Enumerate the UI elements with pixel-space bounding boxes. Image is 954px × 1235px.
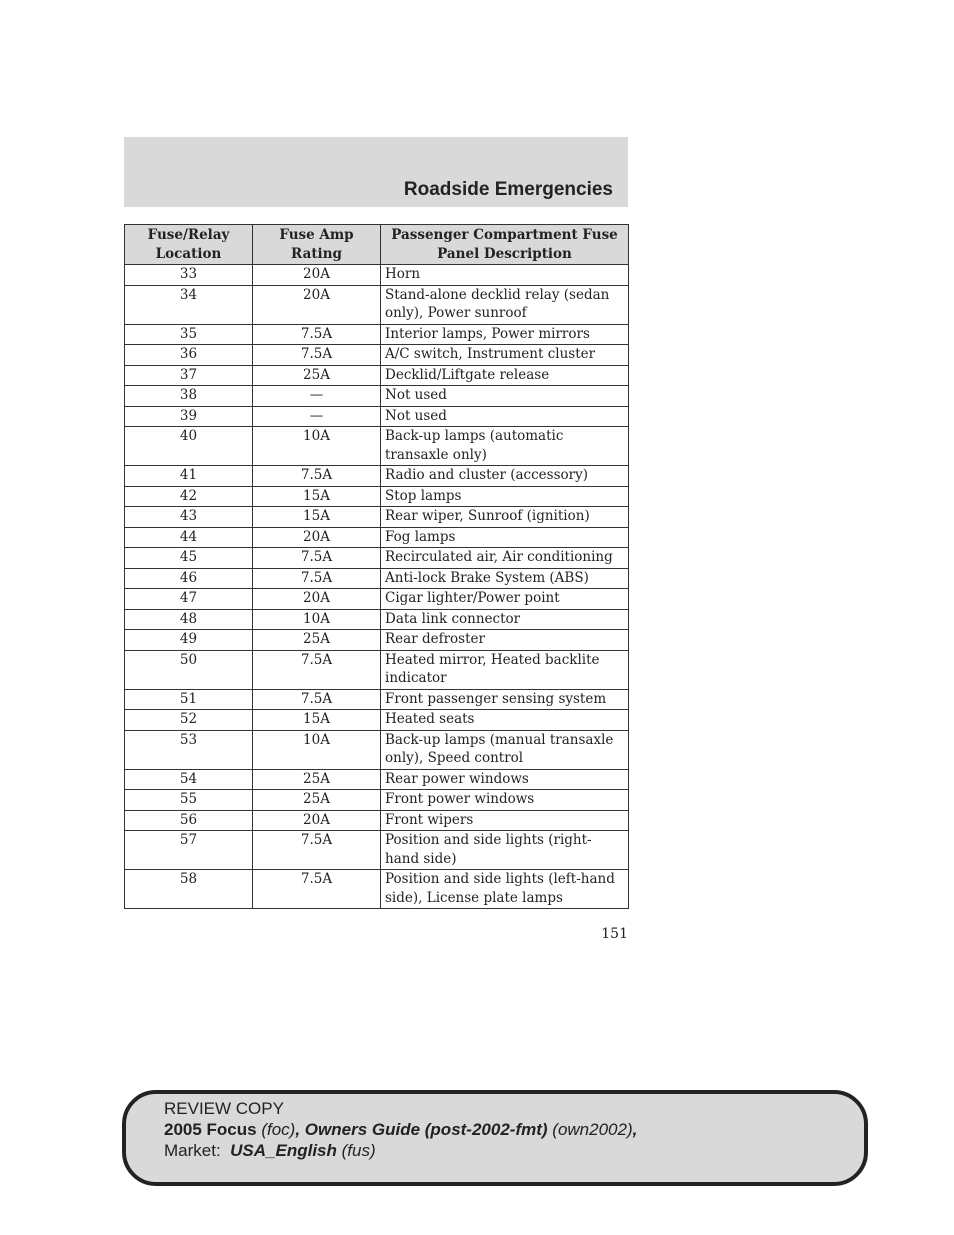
fuse-amp-cell: 25A — [253, 769, 381, 790]
fuse-amp-cell: — — [253, 406, 381, 427]
table-row — [125, 345, 629, 366]
table-row — [125, 486, 629, 507]
fuse-location-cell: 44 — [125, 527, 253, 548]
table-row — [125, 689, 629, 710]
table-row — [125, 386, 629, 407]
fuse-amp-cell: 7.5A — [253, 689, 381, 710]
fuse-description-cell: Interior lamps, Power mirrors — [381, 324, 629, 345]
fuse-description-cell: Back-up lamps (manual transaxle only), Speed control — [381, 730, 629, 769]
fuse-amp-cell: 20A — [253, 265, 381, 286]
fuse-amp-cell: 7.5A — [253, 650, 381, 689]
fuse-location-cell: 58 — [125, 870, 253, 909]
table-row — [125, 406, 629, 427]
review-copy-box — [122, 1090, 868, 1186]
fuse-amp-cell: 7.5A — [253, 324, 381, 345]
fuse-description-cell: Horn — [381, 265, 629, 286]
fuse-description-cell: Fog lamps — [381, 527, 629, 548]
fuse-description-cell: Rear defroster — [381, 630, 629, 651]
fuse-location-cell: 37 — [125, 365, 253, 386]
table-row — [125, 527, 629, 548]
table-row — [125, 265, 629, 286]
fuse-description-cell: Not used — [381, 406, 629, 427]
fuse-amp-cell: 10A — [253, 427, 381, 466]
table-row — [125, 730, 629, 769]
fuse-description-cell: Data link connector — [381, 609, 629, 630]
fuse-location-cell: 45 — [125, 548, 253, 569]
fuse-location-cell: 56 — [125, 810, 253, 831]
fuse-description-cell: Not used — [381, 386, 629, 407]
fuse-description-cell: A/C switch, Instrument cluster — [381, 345, 629, 366]
table-row — [125, 285, 629, 324]
fuse-location-cell: 42 — [125, 486, 253, 507]
fuse-description-cell: Back-up lamps (automatic transaxle only) — [381, 427, 629, 466]
table-row — [125, 365, 629, 386]
table-row — [125, 710, 629, 731]
fuse-location-cell: 38 — [125, 386, 253, 407]
section-title: Roadside Emergencies — [403, 179, 613, 200]
review-copy-text — [164, 1098, 637, 1161]
market-name: USA_English — [230, 1141, 337, 1160]
fuse-location-cell: 49 — [125, 630, 253, 651]
fuse-location-cell: 33 — [125, 265, 253, 286]
guide-code: (own2002) — [552, 1120, 633, 1139]
market-label: Market: — [164, 1141, 221, 1160]
fuse-description-cell: Stand-alone decklid relay (sedan only), Power sunroof — [381, 285, 629, 324]
fuse-amp-cell: 10A — [253, 730, 381, 769]
table-row — [125, 790, 629, 811]
table-row — [125, 568, 629, 589]
fuse-amp-cell: 20A — [253, 527, 381, 548]
fuse-amp-cell: 7.5A — [253, 345, 381, 366]
fuse-location-cell: 52 — [125, 710, 253, 731]
fuse-amp-cell: 25A — [253, 365, 381, 386]
page-number: 151 — [601, 926, 628, 942]
section-header — [124, 137, 628, 207]
fuse-location-cell: 41 — [125, 466, 253, 487]
fuse-location-cell: 34 — [125, 285, 253, 324]
fuse-description-cell: Radio and cluster (accessory) — [381, 466, 629, 487]
table-row — [125, 466, 629, 487]
table-body — [125, 265, 629, 909]
guide-name: , Owners Guide (post-2002-fmt) — [295, 1120, 548, 1139]
fuse-amp-cell: — — [253, 386, 381, 407]
fuse-description-cell: Recirculated air, Air conditioning — [381, 548, 629, 569]
fuse-location-cell: 35 — [125, 324, 253, 345]
model-name: 2005 Focus — [164, 1120, 257, 1139]
fuse-amp-cell: 7.5A — [253, 870, 381, 909]
table-row — [125, 810, 629, 831]
table-row — [125, 589, 629, 610]
fuse-description-cell: Position and side lights (left-hand side), License plate lamps — [381, 870, 629, 909]
fuse-amp-cell: 7.5A — [253, 831, 381, 870]
review-copy-label: REVIEW COPY — [164, 1099, 284, 1118]
fuse-description-cell: Heated seats — [381, 710, 629, 731]
table-row — [125, 507, 629, 528]
fuse-amp-cell: 7.5A — [253, 548, 381, 569]
fuse-location-cell: 36 — [125, 345, 253, 366]
fuse-amp-cell: 7.5A — [253, 568, 381, 589]
fuse-description-cell: Stop lamps — [381, 486, 629, 507]
fuse-description-cell: Cigar lighter/Power point — [381, 589, 629, 610]
table-row — [125, 324, 629, 345]
table-row — [125, 548, 629, 569]
table-header-row — [125, 225, 629, 265]
fuse-description-cell: Front power windows — [381, 790, 629, 811]
table-row — [125, 630, 629, 651]
fuse-location-cell: 47 — [125, 589, 253, 610]
fuse-location-cell: 48 — [125, 609, 253, 630]
fuse-location-cell: 46 — [125, 568, 253, 589]
fuse-description-cell: Front passenger sensing system — [381, 689, 629, 710]
table-row — [125, 650, 629, 689]
fuse-amp-cell: 15A — [253, 507, 381, 528]
fuse-amp-cell: 25A — [253, 630, 381, 651]
review-copy-model-line — [164, 1119, 637, 1140]
fuse-location-cell: 43 — [125, 507, 253, 528]
fuse-description-cell: Rear wiper, Sunroof (ignition) — [381, 507, 629, 528]
model-code: (foc) — [261, 1120, 296, 1139]
table-row — [125, 609, 629, 630]
column-header-location: Fuse/Relay Location — [125, 225, 253, 265]
fuse-description-cell: Heated mirror, Heated backlite indicator — [381, 650, 629, 689]
table-row — [125, 427, 629, 466]
fuse-description-cell: Anti-lock Brake System (ABS) — [381, 568, 629, 589]
comma: , — [632, 1120, 638, 1139]
fuse-amp-cell: 20A — [253, 810, 381, 831]
fuse-amp-cell: 15A — [253, 710, 381, 731]
fuse-amp-cell: 7.5A — [253, 466, 381, 487]
fuse-description-cell: Rear power windows — [381, 769, 629, 790]
fuse-location-cell: 40 — [125, 427, 253, 466]
fuse-table — [124, 224, 629, 909]
fuse-location-cell: 53 — [125, 730, 253, 769]
fuse-description-cell: Decklid/Liftgate release — [381, 365, 629, 386]
table-row — [125, 870, 629, 909]
fuse-location-cell: 55 — [125, 790, 253, 811]
column-header-description: Passenger Compartment Fuse Panel Description — [381, 225, 629, 265]
table-row — [125, 831, 629, 870]
fuse-amp-cell: 15A — [253, 486, 381, 507]
review-copy-market-line — [164, 1140, 637, 1161]
column-header-amp: Fuse Amp Rating — [253, 225, 381, 265]
fuse-location-cell: 57 — [125, 831, 253, 870]
fuse-location-cell: 39 — [125, 406, 253, 427]
fuse-amp-cell: 20A — [253, 285, 381, 324]
fuse-amp-cell: 25A — [253, 790, 381, 811]
market-code: (fus) — [341, 1141, 376, 1160]
fuse-amp-cell: 10A — [253, 609, 381, 630]
fuse-location-cell: 51 — [125, 689, 253, 710]
fuse-location-cell: 54 — [125, 769, 253, 790]
fuse-description-cell: Front wipers — [381, 810, 629, 831]
fuse-location-cell: 50 — [125, 650, 253, 689]
fuse-amp-cell: 20A — [253, 589, 381, 610]
fuse-description-cell: Position and side lights (right-hand side) — [381, 831, 629, 870]
table-row — [125, 769, 629, 790]
